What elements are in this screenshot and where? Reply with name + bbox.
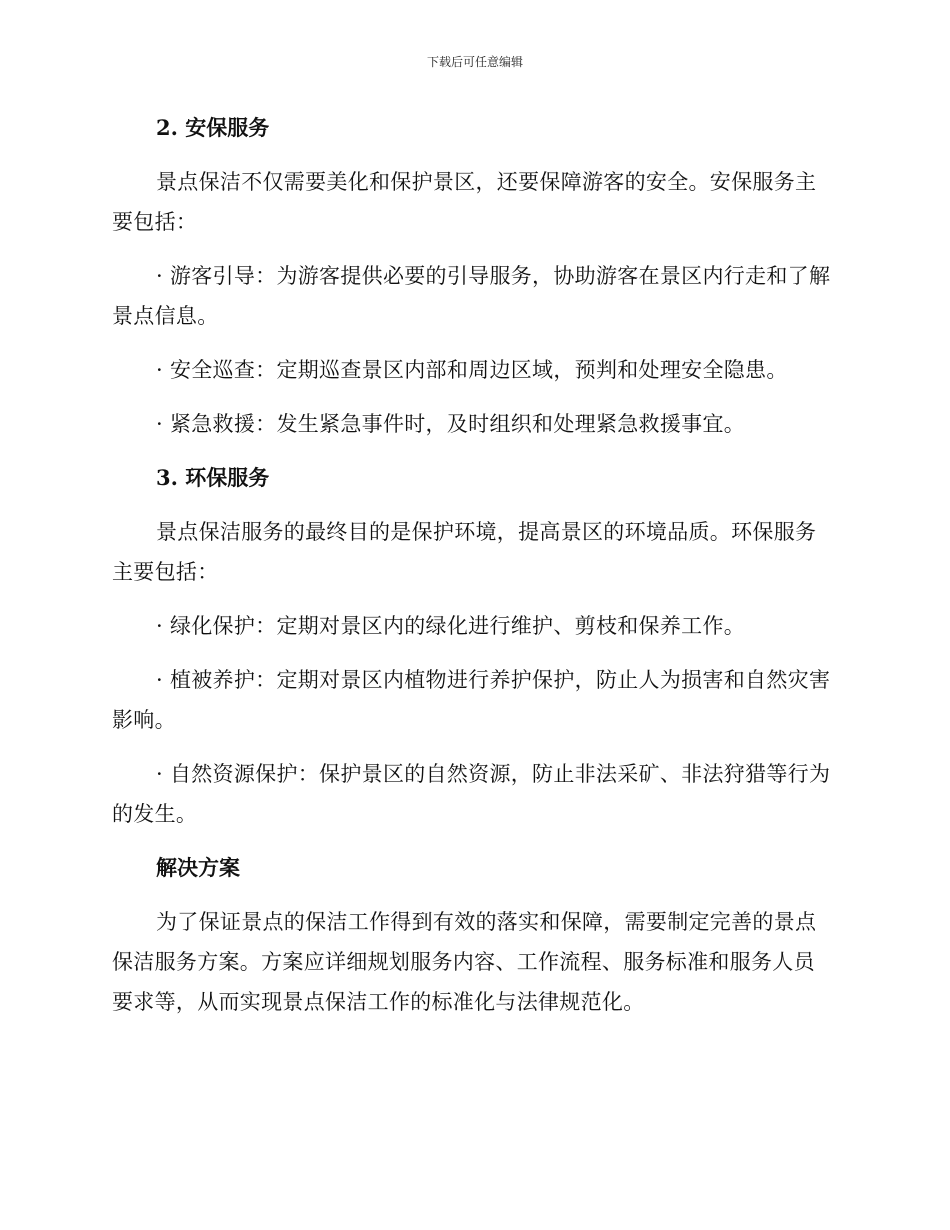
list-item: · 游客引导：为游客提供必要的引导服务，协助游客在景区内行走和了解景点信息。 (112, 264, 831, 328)
page-header: 下载后可任意编辑 (426, 55, 523, 69)
paragraph: 景点保洁服务的最终目的是保护环境，提高景区的环境品质。环保服务主要包括： (112, 520, 817, 584)
paragraph: 景点保洁不仅需要美化和保护景区，还要保障游客的安全。安保服务主要包括： (112, 170, 817, 234)
list-item: · 安全巡查：定期巡查景区内部和周边区域，预判和处理安全隐患。 (156, 358, 788, 382)
section-heading-security: 2. 安保服务 (156, 115, 270, 140)
list-item: · 紧急救援：发生紧急事件时，及时组织和处理紧急救援事宜。 (156, 412, 746, 436)
paragraph: 为了保证景点的保洁工作得到有效的落实和保障，需要制定完善的景点保洁服务方案。方案应详细规划服务内容、工作流程、服务标准和服务人员要求等，从而实现景点保洁工作的标准化与法律规范化。 (112, 910, 817, 1014)
document-body (112, 108, 832, 1022)
list-item: · 绿化保护：定期对景区内的绿化进行维护、剪枝和保养工作。 (156, 614, 746, 638)
section-heading-environment: 3. 环保服务 (156, 465, 270, 490)
list-item: · 自然资源保护：保护景区的自然资源，防止非法采矿、非法狩猎等行为的发生。 (112, 762, 831, 826)
section-heading-solution: 解决方案 (156, 855, 240, 880)
list-item: · 植被养护：定期对景区内植物进行养护保护，防止人为损害和自然灾害影响。 (112, 668, 831, 732)
